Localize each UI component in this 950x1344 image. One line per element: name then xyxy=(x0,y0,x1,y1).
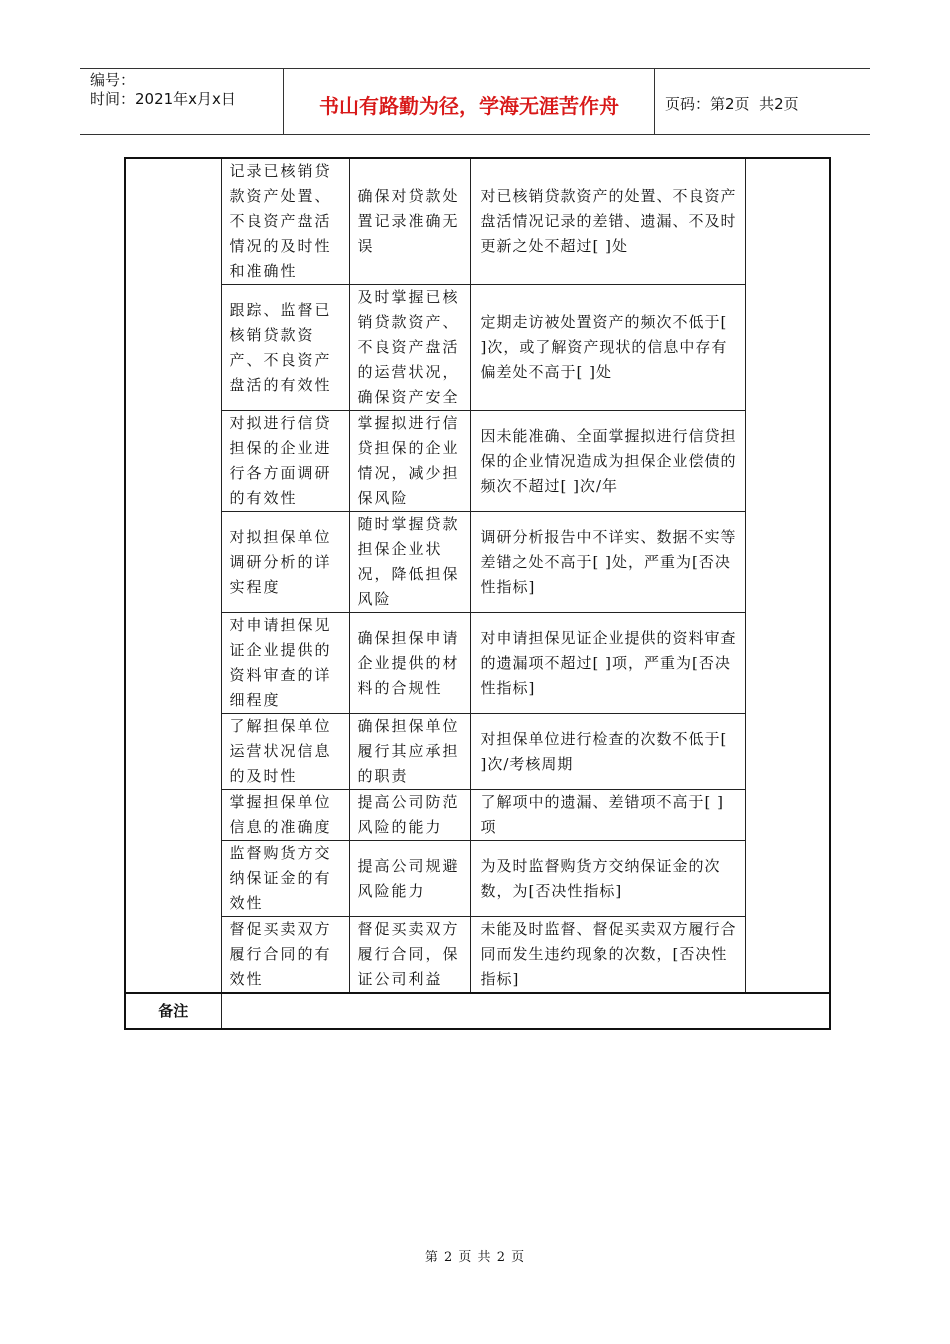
header-meta xyxy=(80,69,283,134)
table-row xyxy=(125,917,830,994)
purpose-cell: 掌握拟进行信贷担保的企业情况，减少担保风险 xyxy=(349,411,470,512)
standard-cell: 调研分析报告中不详实、数据不实等差错之处不高于[ ]处，严重为[否决性指标] xyxy=(470,512,745,613)
score-cell xyxy=(745,158,830,993)
standard-cell: 因未能准确、全面掌握拟进行信贷担保的企业情况造成为担保企业偿债的频次不超过[ ]次/年 xyxy=(470,411,745,512)
table-row xyxy=(125,158,830,285)
item-cell: 记录已核销贷款资产处置、不良资产盘活情况的及时性和准确性 xyxy=(221,158,349,285)
page-info-text: 页码：第2页 共2页 xyxy=(665,95,799,113)
purpose-cell: 提高公司防范风险的能力 xyxy=(349,790,470,841)
standard-cell: 对担保单位进行检查的次数不低于[ ]次/考核周期 xyxy=(470,714,745,790)
purpose-cell: 确保对贷款处置记录准确无误 xyxy=(349,158,470,285)
table-row xyxy=(125,613,830,714)
table-row xyxy=(125,714,830,790)
standard-cell: 了解项中的遗漏、差错项不高于[ ]项 xyxy=(470,790,745,841)
item-cell: 跟踪、监督已核销贷款资产、不良资产盘活的有效性 xyxy=(221,285,349,411)
header-page-info xyxy=(655,69,870,134)
purpose-cell: 确保担保单位履行其应承担的职责 xyxy=(349,714,470,790)
table-body xyxy=(125,158,830,1029)
remark-row xyxy=(125,993,830,1029)
time-label: 时间：2021年x月x日 xyxy=(90,90,236,108)
item-cell: 对申请担保见证企业提供的资料审查的详细程度 xyxy=(221,613,349,714)
purpose-cell: 及时掌握已核销贷款资产、不良资产盘活的运营状况，确保资产安全 xyxy=(349,285,470,411)
standard-cell: 为及时监督购货方交纳保证金的次数，为[否决性指标] xyxy=(470,841,745,917)
category-cell xyxy=(125,158,221,993)
table-row xyxy=(125,285,830,411)
table-row xyxy=(125,512,830,613)
purpose-cell: 确保担保申请企业提供的材料的合规性 xyxy=(349,613,470,714)
item-cell: 了解担保单位运营状况信息的及时性 xyxy=(221,714,349,790)
page-header xyxy=(80,68,870,135)
header-motto: 书山有路勤为径，学海无涯苦作舟 xyxy=(283,69,655,134)
purpose-cell: 随时掌握贷款担保企业状况，降低担保风险 xyxy=(349,512,470,613)
table-row xyxy=(125,411,830,512)
item-cell: 对拟进行信贷担保的企业进行各方面调研的有效性 xyxy=(221,411,349,512)
purpose-cell: 督促买卖双方履行合同，保证公司利益 xyxy=(349,917,470,994)
table-row xyxy=(125,841,830,917)
standard-cell: 对申请担保见证企业提供的资料审查的遗漏项不超过[ ]项，严重为[否决性指标] xyxy=(470,613,745,714)
item-cell: 对拟担保单位调研分析的详实程度 xyxy=(221,512,349,613)
item-cell: 监督购货方交纳保证金的有效性 xyxy=(221,841,349,917)
assessment-table xyxy=(124,157,831,1030)
standard-cell: 定期走访被处置资产的频次不低于[ ]次，或了解资产现状的信息中存有偏差处不高于[ ]处 xyxy=(470,285,745,411)
remark-value[interactable] xyxy=(221,993,830,1029)
number-label: 编号： xyxy=(90,71,136,89)
purpose-cell: 提高公司规避风险能力 xyxy=(349,841,470,917)
standard-cell: 对已核销贷款资产的处置、不良资产盘活情况记录的差错、遗漏、不及时更新之处不超过[ ]处 xyxy=(470,158,745,285)
page-footer: 第 2 页 共 2 页 xyxy=(424,1250,526,1265)
item-cell: 督促买卖双方履行合同的有效性 xyxy=(221,917,349,994)
item-cell: 掌握担保单位信息的准确度 xyxy=(221,790,349,841)
standard-cell: 未能及时监督、督促买卖双方履行合同而发生违约现象的次数，[否决性指标] xyxy=(470,917,745,994)
table-row xyxy=(125,790,830,841)
remark-label: 备注 xyxy=(125,993,221,1029)
